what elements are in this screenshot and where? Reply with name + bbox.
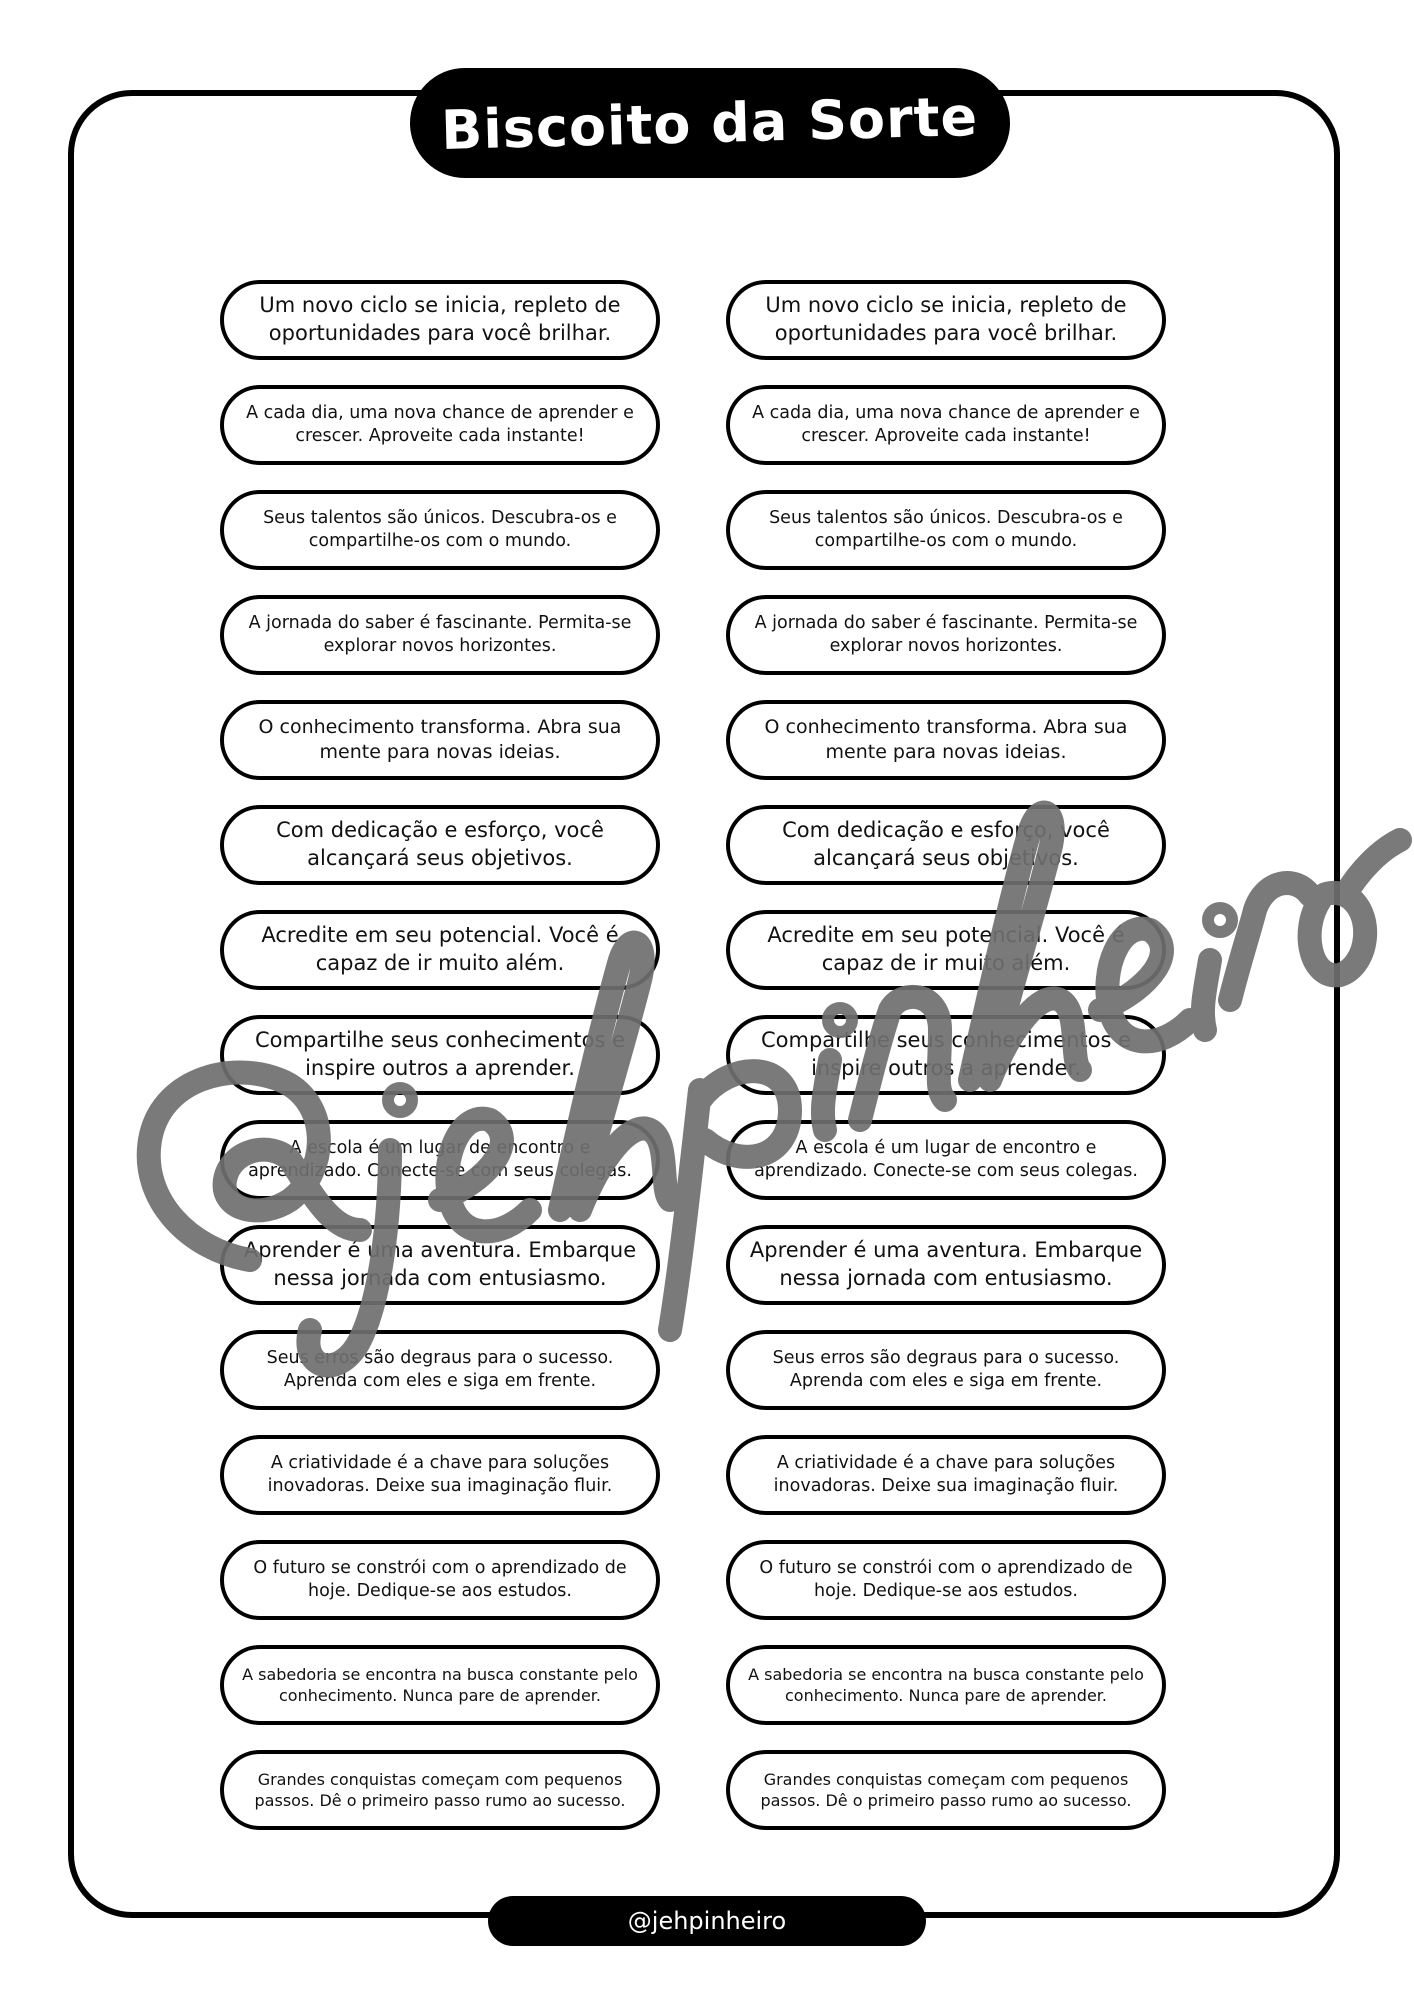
fortune-card: Grandes conquistas começam com pequenos passos. Dê o primeiro passo rumo ao sucesso. — [220, 1750, 660, 1830]
fortune-card: Compartilhe seus conhecimentos e inspire outros a aprender. — [220, 1015, 660, 1095]
fortune-card: A criatividade é a chave para soluções inovadoras. Deixe sua imaginação fluir. — [220, 1435, 660, 1515]
fortune-card: Acredite em seu potencial. Você é capaz de ir muito além. — [726, 910, 1166, 990]
footer-badge — [488, 1896, 926, 1946]
fortune-card: A escola é um lugar de encontro e aprendizado. Conecte-se com seus colegas. — [726, 1120, 1166, 1200]
fortune-card: Aprender é uma aventura. Embarque nessa jornada com entusiasmo. — [726, 1225, 1166, 1305]
fortune-card: Seus erros são degraus para o sucesso. Aprenda com eles e siga em frente. — [220, 1330, 660, 1410]
fortune-card: Grandes conquistas começam com pequenos passos. Dê o primeiro passo rumo ao sucesso. — [726, 1750, 1166, 1830]
fortune-card: O conhecimento transforma. Abra sua mente para novas ideias. — [220, 700, 660, 780]
fortune-card: A jornada do saber é fascinante. Permita-se explorar novos horizontes. — [726, 595, 1166, 675]
fortune-card: O futuro se constrói com o aprendizado de hoje. Dedique-se aos estudos. — [220, 1540, 660, 1620]
fortune-card: Compartilhe seus conhecimentos e inspire outros a aprender. — [726, 1015, 1166, 1095]
fortune-card: Aprender é uma aventura. Embarque nessa jornada com entusiasmo. — [220, 1225, 660, 1305]
fortune-card: O conhecimento transforma. Abra sua mente para novas ideias. — [726, 700, 1166, 780]
fortune-card: Acredite em seu potencial. Você é capaz de ir muito além. — [220, 910, 660, 990]
fortune-card: A escola é um lugar de encontro e aprendizado. Conecte-se com seus colegas. — [220, 1120, 660, 1200]
fortune-card: A jornada do saber é fascinante. Permita-se explorar novos horizontes. — [220, 595, 660, 675]
footer-handle: @jehpinheiro — [627, 1907, 787, 1935]
fortune-card: O futuro se constrói com o aprendizado de hoje. Dedique-se aos estudos. — [726, 1540, 1166, 1620]
fortune-card: A criatividade é a chave para soluções inovadoras. Deixe sua imaginação fluir. — [726, 1435, 1166, 1515]
fortune-grid — [220, 280, 1170, 1830]
fortune-card: Um novo ciclo se inicia, repleto de oportunidades para você brilhar. — [726, 280, 1166, 360]
title-badge — [410, 68, 1010, 178]
fortune-card: Com dedicação e esforço, você alcançará seus objetivos. — [726, 805, 1166, 885]
fortune-card: Com dedicação e esforço, você alcançará seus objetivos. — [220, 805, 660, 885]
fortune-card: Um novo ciclo se inicia, repleto de oportunidades para você brilhar. — [220, 280, 660, 360]
fortune-card: A cada dia, uma nova chance de aprender e crescer. Aproveite cada instante! — [220, 385, 660, 465]
fortune-card: Seus erros são degraus para o sucesso. Aprenda com eles e siga em frente. — [726, 1330, 1166, 1410]
fortune-card: A sabedoria se encontra na busca constante pelo conhecimento. Nunca pare de aprender. — [726, 1645, 1166, 1725]
fortune-card: Seus talentos são únicos. Descubra-os e compartilhe-os com o mundo. — [726, 490, 1166, 570]
fortune-card: Seus talentos são únicos. Descubra-os e compartilhe-os com o mundo. — [220, 490, 660, 570]
page-title: Biscoito da Sorte — [440, 84, 980, 162]
fortune-card: A sabedoria se encontra na busca constante pelo conhecimento. Nunca pare de aprender. — [220, 1645, 660, 1725]
fortune-card: A cada dia, uma nova chance de aprender e crescer. Aproveite cada instante! — [726, 385, 1166, 465]
